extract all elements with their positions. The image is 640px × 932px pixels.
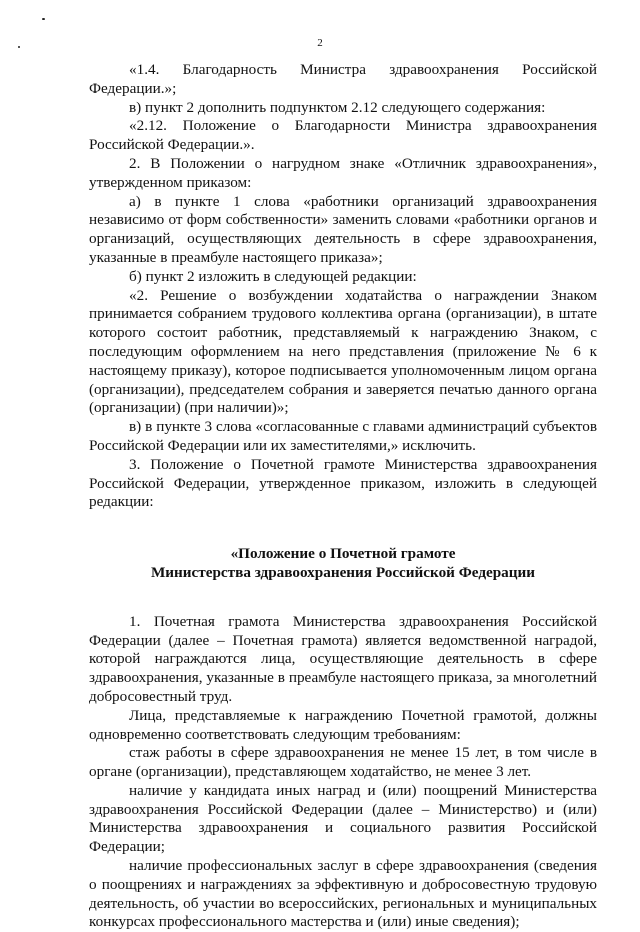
paragraph: 3. Положение о Почетной грамоте Министерства здравоохранения Российской Федерации, утвержденное приказом, изложить в следующей редакции:: [89, 455, 597, 511]
paragraph: стаж работы в сфере здравоохранения не менее 15 лет, в том числе в органе (организации), представляющем ходатайство, не менее 3 лет.: [89, 744, 597, 781]
paragraph: «2.12. Положение о Благодарности Министра здравоохранения Российской Федерации.».: [89, 117, 597, 154]
paragraph: в) пункт 2 дополнить подпунктом 2.12 следующего содержания:: [129, 98, 546, 116]
paragraph: «1.4. Благодарность Министра здравоохранения Российской Федерации.»;: [89, 61, 597, 97]
paragraph: 2. В Положении о нагрудном знаке «Отличник здравоохранения», утвержденном приказом:: [89, 154, 597, 191]
section-heading: [89, 545, 597, 583]
paragraph: в) в пункте 3 слова «согласованные с главами администраций субъектов Российской Федерации или их заместителями,» исключить.: [89, 418, 597, 454]
spacer: [89, 512, 597, 545]
heading-line: Министерства здравоохранения Российской Федерации: [150, 563, 536, 581]
spacer: [89, 583, 597, 613]
paragraph: а) в пункте 1 слова «работники организаций здравоохранения независимо от форм собственности» заменить словами «работники органов и организаций, осуществляющих деятельность в сфере здравоохранения, указанные в преамбуле настоящего приказа»;: [89, 192, 597, 266]
heading-line: «Положение о Почетной грамоте: [230, 545, 456, 563]
page-number: 2: [317, 37, 323, 49]
paragraph: «2. Решение о возбуждении ходатайства о награждении Знаком принимается собранием трудового коллектива органа (организации), в штате которого состоит работник, представляемый к награждению Знаком, с последующим оформлением на него представления (приложение № 6 к настоящему приказу), которое подписывается уполномоченным лицом органа (организации), председателем собрания и заверяется печатью данного органа (организации) (при наличии)»;: [89, 286, 597, 417]
paragraph: б) пункт 2 изложить в следующей редакции:: [129, 267, 417, 285]
document-body: [89, 61, 597, 932]
paragraph: 1. Почетная грамота Министерства здравоохранения Российской Федерации (далее – Почетная грамота) является ведомственной наградой, которой награждаются лица, осуществляющие деятельность в сфере здравоохранения, указанные в преамбуле настоящего приказа, за многолетний добросовестный труд.: [89, 612, 597, 705]
paragraph: наличие профессиональных заслуг в сфере здравоохранения (сведения о поощрениях и награждениях за эффективную и добросовестную трудовую деятельность, об участии во всероссийских, региональных и муниципальных конкурсах профессионального мастерства и (или) иные сведения);: [89, 857, 597, 931]
scan-speck: [42, 18, 45, 20]
paragraph: Лица, представляемые к награждению Почетной грамотой, должны одновременно соответствовать следующим требованиям:: [89, 706, 597, 743]
paragraph: наличие у кандидата иных наград и (или) поощрений Министерства здравоохранения Российской Федерации (далее – Министерство) и (или) Министерства здравоохранения и социального развития Российской Федерации;: [89, 781, 597, 856]
